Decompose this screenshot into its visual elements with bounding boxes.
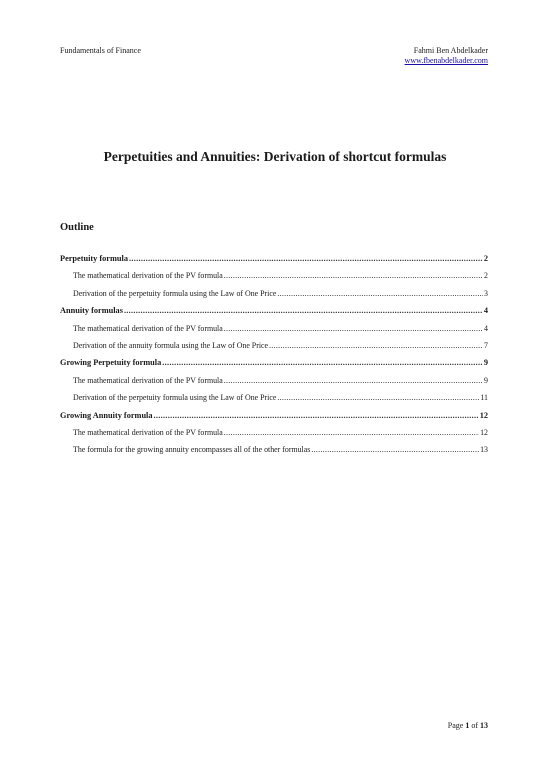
footer-page-word: Page	[447, 721, 464, 730]
toc-entry-page-number: 9	[483, 358, 488, 368]
toc-dot-leader	[311, 445, 479, 454]
header-author-block	[405, 46, 488, 66]
toc-entry-page-number: 11	[480, 393, 488, 403]
toc-section-entry[interactable]	[60, 254, 488, 271]
toc-subsection-entry[interactable]	[60, 289, 488, 306]
toc-entry-label: Derivation of the perpetuity formula using the Law of One Price	[73, 393, 277, 403]
toc-entry-label: The formula for the growing annuity encompasses all of the other formulas	[73, 445, 311, 455]
footer-of-word: of	[471, 721, 478, 730]
document-title: Perpetuities and Annuities: Derivation of shortcut formulas	[103, 149, 447, 164]
toc-dot-leader	[124, 306, 483, 315]
toc-subsection-entry[interactable]	[60, 428, 488, 445]
outline-heading: Outline	[60, 222, 94, 233]
header-website-link[interactable]: www.fbenabdelkader.com	[404, 56, 488, 65]
toc-entry-page-number: 4	[483, 306, 488, 316]
toc-entry-page-number: 7	[484, 340, 488, 350]
toc-entry-page-number: 12	[479, 410, 488, 420]
table-of-contents	[60, 254, 488, 463]
toc-entry-label: Growing Perpetuity formula	[60, 358, 162, 368]
toc-dot-leader	[129, 254, 483, 263]
toc-entry-page-number: 12	[480, 427, 488, 437]
toc-subsection-entry[interactable]	[60, 271, 488, 288]
toc-dot-leader	[277, 393, 479, 402]
toc-entry-page-number: 3	[484, 288, 488, 298]
toc-dot-leader	[277, 289, 483, 298]
toc-entry-label: Perpetuity formula	[60, 254, 128, 263]
toc-dot-leader	[269, 341, 483, 350]
toc-entry-label: The mathematical derivation of the PV formula	[73, 271, 223, 281]
toc-entry-label: Annuity formulas	[60, 306, 123, 316]
toc-entry-label: The mathematical derivation of the PV formula	[73, 375, 223, 385]
toc-subsection-entry[interactable]	[60, 341, 488, 358]
toc-dot-leader	[162, 358, 483, 367]
toc-subsection-entry[interactable]	[60, 393, 488, 410]
toc-entry-label: Derivation of the perpetuity formula using the Law of One Price	[73, 288, 277, 298]
toc-entry-page-number: 9	[484, 375, 488, 385]
toc-dot-leader	[224, 271, 483, 280]
toc-section-entry[interactable]	[60, 358, 488, 375]
toc-subsection-entry[interactable]	[60, 376, 488, 393]
toc-entry-label: Growing Annuity formula	[60, 410, 153, 420]
footer-current-page: 1	[465, 721, 470, 730]
toc-entry-page-number: 2	[484, 271, 488, 281]
toc-entry-label: The mathematical derivation of the PV formula	[73, 427, 223, 437]
page-footer	[448, 721, 488, 730]
header-author-name: Fahmi Ben Abdelkader	[413, 46, 488, 55]
header-course-title: Fundamentals of Finance	[60, 46, 141, 55]
toc-dot-leader	[224, 324, 483, 333]
toc-section-entry[interactable]	[60, 306, 488, 323]
toc-entry-page-number: 13	[480, 445, 488, 455]
footer-total-pages: 13	[480, 721, 488, 730]
toc-section-entry[interactable]	[60, 411, 488, 428]
toc-dot-leader	[154, 411, 479, 420]
toc-entry-page-number: 2	[483, 254, 488, 263]
toc-entry-label: Derivation of the annuity formula using the Law of One Price	[73, 340, 269, 350]
toc-subsection-entry[interactable]	[60, 445, 488, 462]
toc-dot-leader	[224, 376, 483, 385]
toc-dot-leader	[224, 428, 479, 437]
toc-entry-page-number: 4	[484, 323, 488, 333]
toc-entry-label: The mathematical derivation of the PV formula	[73, 323, 223, 333]
toc-subsection-entry[interactable]	[60, 324, 488, 341]
